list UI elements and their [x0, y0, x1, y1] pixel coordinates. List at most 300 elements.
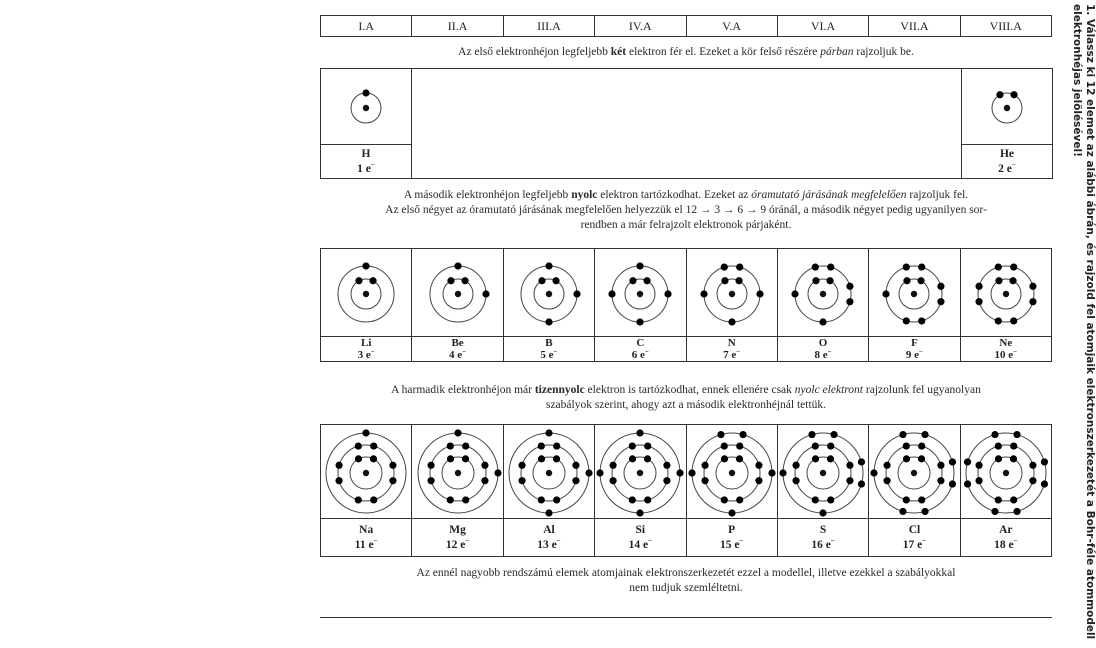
electron-count: 17 e−	[902, 536, 927, 551]
electron	[677, 469, 684, 476]
electron-unit: e	[917, 538, 923, 551]
electron	[995, 277, 1002, 284]
electron	[370, 496, 377, 503]
note-text: elektron fér el. Ezeket a kör felső részére	[626, 46, 821, 58]
electron-unit: e	[1006, 162, 1012, 175]
atom-diagram-cell	[503, 249, 594, 337]
electron	[446, 442, 453, 449]
electron	[779, 469, 786, 476]
electron-unit: e	[368, 538, 374, 551]
atom-diagram-cell	[686, 249, 777, 337]
electron	[991, 430, 998, 437]
electron	[370, 442, 377, 449]
nucleus	[637, 290, 643, 296]
electron-count-value: 1	[357, 162, 363, 175]
nucleus	[1003, 290, 1009, 296]
element-label-p	[686, 519, 777, 557]
electron	[938, 461, 945, 468]
electron-unit: e	[639, 349, 645, 361]
electron	[454, 262, 461, 269]
electron	[735, 277, 742, 284]
electron-count-value: 12	[445, 538, 458, 551]
nucleus	[728, 469, 734, 475]
nucleus	[546, 469, 552, 475]
atom-diagram-ar	[961, 427, 1051, 517]
group-header-cell: V.A	[686, 16, 777, 37]
atom-diagram-si	[595, 427, 685, 517]
electron	[701, 477, 708, 484]
electron	[919, 263, 926, 270]
note-line: Az első négyet az óramutató járásának megfelelően helyezzük el 12 → 3 → 6 → 9 óránál, a második négyet pedig ugyanilyen sor-	[385, 204, 987, 216]
atom-diagram-f	[869, 251, 959, 335]
electron	[462, 442, 469, 449]
nucleus	[1003, 469, 1009, 475]
electron-count-value: 11	[354, 538, 366, 551]
element-symbol: Mg	[449, 523, 466, 536]
electron-count: 15 e−	[719, 536, 744, 551]
note-text: rajzolunk fel ugyanolyan	[863, 384, 981, 396]
electron	[812, 442, 819, 449]
electron-unit: e	[457, 349, 463, 361]
element-label-b	[503, 337, 594, 362]
electron	[664, 461, 671, 468]
atom-diagram-cell	[321, 69, 412, 145]
group-header-cell: VI.A	[777, 16, 868, 37]
task-title	[1062, 4, 1096, 644]
electron	[827, 277, 834, 284]
electron-count-value: 5	[540, 349, 546, 361]
nucleus	[363, 469, 369, 475]
note-italic: párban	[820, 46, 854, 58]
element-symbol: P	[728, 523, 736, 536]
electron	[1029, 298, 1036, 305]
electron	[538, 455, 545, 462]
electron	[356, 277, 363, 284]
electron	[1010, 496, 1017, 503]
electron	[812, 263, 819, 270]
electron-count-value: 3	[357, 349, 364, 361]
electron	[922, 507, 929, 514]
electron-count: 12 e−	[445, 536, 470, 551]
electron	[481, 461, 488, 468]
electron	[545, 262, 552, 269]
element-label-c	[595, 337, 686, 362]
electron	[739, 430, 746, 437]
electron	[903, 317, 910, 324]
atom-diagram-cell	[777, 425, 868, 519]
element-symbol: B	[545, 337, 553, 349]
electron	[481, 477, 488, 484]
electron-count-value: 17	[902, 538, 915, 551]
element-symbol: He	[999, 147, 1015, 160]
atom-diagram-cell	[777, 249, 868, 337]
element-label-f	[869, 337, 960, 362]
electron	[883, 290, 890, 297]
electron-count-value: 8	[814, 349, 820, 361]
atom-diagram-al	[504, 427, 594, 517]
electron	[720, 496, 727, 503]
group-header-table	[320, 15, 1052, 37]
electron	[830, 430, 837, 437]
period3-table	[320, 424, 1052, 557]
atom-diagram-cell	[960, 249, 1051, 337]
electron	[446, 496, 453, 503]
atom-diagram-cl	[869, 427, 959, 517]
electron	[975, 461, 982, 468]
atom-diagram-s	[778, 427, 868, 517]
note-line: rendben a már felrajzolt elektronok párjaként.	[580, 219, 792, 231]
atom-diagram-be	[413, 251, 503, 335]
element-symbol: Ne	[999, 337, 1013, 349]
note-shell1	[320, 45, 1052, 60]
group-header-cell: III.A	[503, 16, 594, 37]
nucleus	[546, 290, 552, 296]
nucleus	[911, 290, 917, 296]
electron	[827, 496, 834, 503]
electron-count: 9 e−	[905, 347, 923, 361]
electron	[717, 430, 724, 437]
electron	[644, 455, 651, 462]
electron	[585, 469, 592, 476]
electron	[846, 282, 853, 289]
electron	[427, 477, 434, 484]
atom-diagram-li	[321, 251, 411, 335]
electron	[996, 91, 1003, 98]
atom-diagram-o	[778, 251, 868, 335]
electron-count-value: 7	[723, 349, 729, 361]
note-line	[320, 383, 1052, 398]
electron	[610, 461, 617, 468]
electron	[462, 496, 469, 503]
electron-unit: e	[1008, 349, 1014, 361]
electron	[994, 496, 1001, 503]
electron	[545, 429, 552, 436]
atom-diagram-c	[595, 251, 685, 335]
note-text: rajzoljuk be.	[853, 46, 914, 58]
element-symbol: C	[636, 337, 645, 349]
atom-diagram-ne	[961, 251, 1051, 335]
note-text: elektron tartózkodhat. Ezeket az	[597, 189, 752, 201]
electron	[919, 442, 926, 449]
electron	[858, 480, 865, 487]
electron-count-value: 4	[448, 349, 455, 361]
electron	[637, 429, 644, 436]
atom-diagram-cell	[321, 249, 412, 337]
element-label-ar	[960, 519, 1051, 557]
electron	[572, 477, 579, 484]
note-bold: két	[610, 46, 627, 58]
electron	[819, 318, 826, 325]
electron-count: 1 e−	[357, 160, 375, 175]
element-symbol: N	[727, 337, 736, 349]
note-bold: tizennyolc	[534, 384, 585, 396]
nucleus	[363, 290, 369, 296]
electron	[1009, 277, 1016, 284]
electron	[858, 458, 865, 465]
electron-unit: e	[734, 538, 740, 551]
electron	[900, 507, 907, 514]
electron	[808, 430, 815, 437]
electron	[538, 442, 545, 449]
electron	[553, 496, 560, 503]
electron	[362, 89, 369, 96]
electron-unit: e	[822, 349, 828, 361]
electron	[736, 442, 743, 449]
element-symbol: Na	[359, 523, 374, 536]
electron	[720, 263, 727, 270]
electron	[1013, 430, 1020, 437]
electron	[518, 477, 525, 484]
group-header-cell: I.A	[321, 16, 412, 37]
atom-diagram-cell	[321, 425, 412, 519]
electron	[1029, 477, 1036, 484]
electron	[904, 277, 911, 284]
electron	[819, 509, 826, 516]
electron-unit: e	[551, 538, 557, 551]
note-shell3	[320, 383, 1052, 413]
element-label-si	[595, 519, 686, 557]
atom-diagram-cell	[595, 425, 686, 519]
electron	[700, 290, 707, 297]
electron	[644, 496, 651, 503]
electron	[903, 442, 910, 449]
electron	[736, 263, 743, 270]
electron	[363, 429, 370, 436]
nucleus	[728, 290, 734, 296]
element-label-h	[321, 145, 412, 179]
electron	[736, 496, 743, 503]
nucleus	[363, 104, 369, 110]
atom-diagram-p	[687, 427, 777, 517]
electron-count: 5 e−	[540, 347, 558, 361]
electron	[553, 442, 560, 449]
element-symbol: Li	[360, 337, 372, 349]
electron-unit: e	[1008, 538, 1014, 551]
electron	[629, 442, 636, 449]
nucleus	[454, 469, 460, 475]
electron-count-value: 2	[998, 162, 1004, 175]
electron-count: 2 e−	[998, 160, 1016, 175]
electron	[1010, 317, 1017, 324]
electron-count: 13 e−	[537, 536, 561, 551]
atom-diagram-cell	[869, 425, 960, 519]
electron	[975, 282, 982, 289]
note-text: A második elektronhéjon legfeljebb	[403, 189, 572, 201]
electron	[994, 317, 1001, 324]
electron	[461, 277, 468, 284]
note-line: szabályok szerint, ahogy azt a második elektronhéjnál tettük.	[545, 399, 827, 411]
element-symbol: Al	[543, 523, 555, 536]
electron	[995, 455, 1002, 462]
electron	[688, 469, 695, 476]
nucleus	[911, 469, 917, 475]
electron-count: 14 e−	[628, 536, 653, 551]
electron	[755, 477, 762, 484]
electron	[903, 455, 910, 462]
electron	[573, 290, 580, 297]
electron	[721, 277, 728, 284]
electron	[994, 442, 1001, 449]
electron-count-value: 6	[631, 349, 638, 361]
electron	[1041, 480, 1048, 487]
electron	[922, 430, 929, 437]
electron-count-value: 14	[628, 538, 641, 551]
electron-count: 18 e−	[994, 536, 1018, 551]
electron-unit: e	[825, 538, 831, 551]
electron	[938, 282, 945, 289]
element-label-o	[777, 337, 868, 362]
atom-diagram-cell	[412, 249, 503, 337]
electron	[545, 509, 552, 516]
electron	[538, 277, 545, 284]
electron	[994, 263, 1001, 270]
electron	[644, 277, 651, 284]
electron	[482, 290, 489, 297]
element-symbol: F	[911, 337, 918, 349]
electron	[1010, 91, 1017, 98]
electron	[447, 277, 454, 284]
electron	[903, 263, 910, 270]
electron	[903, 496, 910, 503]
electron	[629, 455, 636, 462]
electron	[572, 461, 579, 468]
atom-diagram-na	[321, 427, 411, 517]
electron	[938, 477, 945, 484]
electron	[630, 277, 637, 284]
atom-diagram-cell	[595, 249, 686, 337]
electron	[768, 469, 775, 476]
electron	[494, 469, 501, 476]
element-symbol: Cl	[908, 523, 921, 536]
electron	[1010, 263, 1017, 270]
electron-unit: e	[642, 538, 649, 551]
electron	[755, 461, 762, 468]
bottom-divider	[320, 617, 1052, 618]
electron	[975, 298, 982, 305]
element-label-be	[412, 337, 503, 362]
electron	[336, 461, 343, 468]
electron	[1013, 507, 1020, 514]
atom-diagram-cell	[503, 425, 594, 519]
note-shell2	[320, 188, 1052, 233]
element-label-mg	[412, 519, 503, 557]
electron	[846, 298, 853, 305]
electron	[545, 318, 552, 325]
atom-diagram-cell	[962, 69, 1053, 145]
electron	[938, 298, 945, 305]
electron	[553, 455, 560, 462]
electron	[918, 455, 925, 462]
electron	[363, 262, 370, 269]
electron-count: 16 e−	[811, 536, 835, 551]
group-header-cell: IV.A	[595, 16, 686, 37]
atom-diagram-cell	[412, 425, 503, 519]
electron	[728, 318, 735, 325]
note-bold: nyolc	[571, 189, 598, 201]
electron	[552, 277, 559, 284]
electron-count: 10 e−	[994, 347, 1018, 361]
electron-unit: e	[460, 538, 466, 551]
nucleus	[1004, 104, 1010, 110]
electron	[701, 461, 708, 468]
element-label-n	[686, 337, 777, 362]
electron-count-value: 18	[994, 538, 1006, 551]
electron	[461, 455, 468, 462]
electron	[609, 290, 616, 297]
electron	[884, 461, 891, 468]
group-header-cell: II.A	[412, 16, 503, 37]
element-symbol: H	[361, 147, 371, 160]
group-header-row	[321, 16, 1052, 37]
electron	[390, 461, 397, 468]
electron	[355, 442, 362, 449]
electron	[390, 477, 397, 484]
element-label-s	[777, 519, 868, 557]
electron	[1029, 282, 1036, 289]
electron	[597, 469, 604, 476]
electron-count: 3 e−	[357, 347, 375, 361]
electron	[964, 458, 971, 465]
electron	[637, 509, 644, 516]
electron	[610, 477, 617, 484]
electron	[991, 507, 998, 514]
electron	[644, 442, 651, 449]
atom-diagram-h	[326, 71, 406, 143]
electron-count: 4 e−	[448, 347, 467, 361]
electron	[1041, 458, 1048, 465]
electron-count: 6 e−	[631, 347, 649, 361]
electron	[791, 290, 798, 297]
atom-diagram-cell	[869, 249, 960, 337]
electron	[793, 461, 800, 468]
element-label-cl	[869, 519, 960, 557]
electron	[975, 477, 982, 484]
electron	[812, 277, 819, 284]
nucleus	[454, 290, 460, 296]
electron	[919, 496, 926, 503]
electron-count-value: 13	[537, 538, 549, 551]
electron	[736, 455, 743, 462]
electron	[629, 496, 636, 503]
atom-diagram-he	[967, 71, 1047, 143]
group-header-cell: VII.A	[869, 16, 960, 37]
element-symbol: Si	[635, 523, 646, 536]
note-footer	[320, 566, 1052, 596]
electron	[336, 477, 343, 484]
note-text: Az első elektronhéjon legfeljebb	[458, 46, 611, 58]
element-symbol: Be	[451, 337, 464, 349]
atom-diagram-cell	[686, 425, 777, 519]
nucleus	[637, 469, 643, 475]
electron	[827, 455, 834, 462]
electron	[919, 317, 926, 324]
element-symbol: Ar	[999, 523, 1013, 536]
element-label-li	[321, 337, 412, 362]
note-text: A harmadik elektronhéjon már	[391, 384, 535, 396]
note-line: Az ennél nagyobb rendszámú elemek atomjainak elektronszerkezetét ezzel a modellel, illetve ezekkel a szabályokkal	[416, 567, 956, 579]
atom-diagram-n	[687, 251, 777, 335]
electron	[846, 461, 853, 468]
electron	[918, 277, 925, 284]
electron	[1010, 442, 1017, 449]
electron	[1029, 461, 1036, 468]
atom-diagram-mg	[413, 427, 503, 517]
electron	[793, 477, 800, 484]
electron	[756, 290, 763, 297]
electron	[637, 262, 644, 269]
electron-count-value: 9	[905, 349, 912, 361]
electron	[355, 455, 362, 462]
